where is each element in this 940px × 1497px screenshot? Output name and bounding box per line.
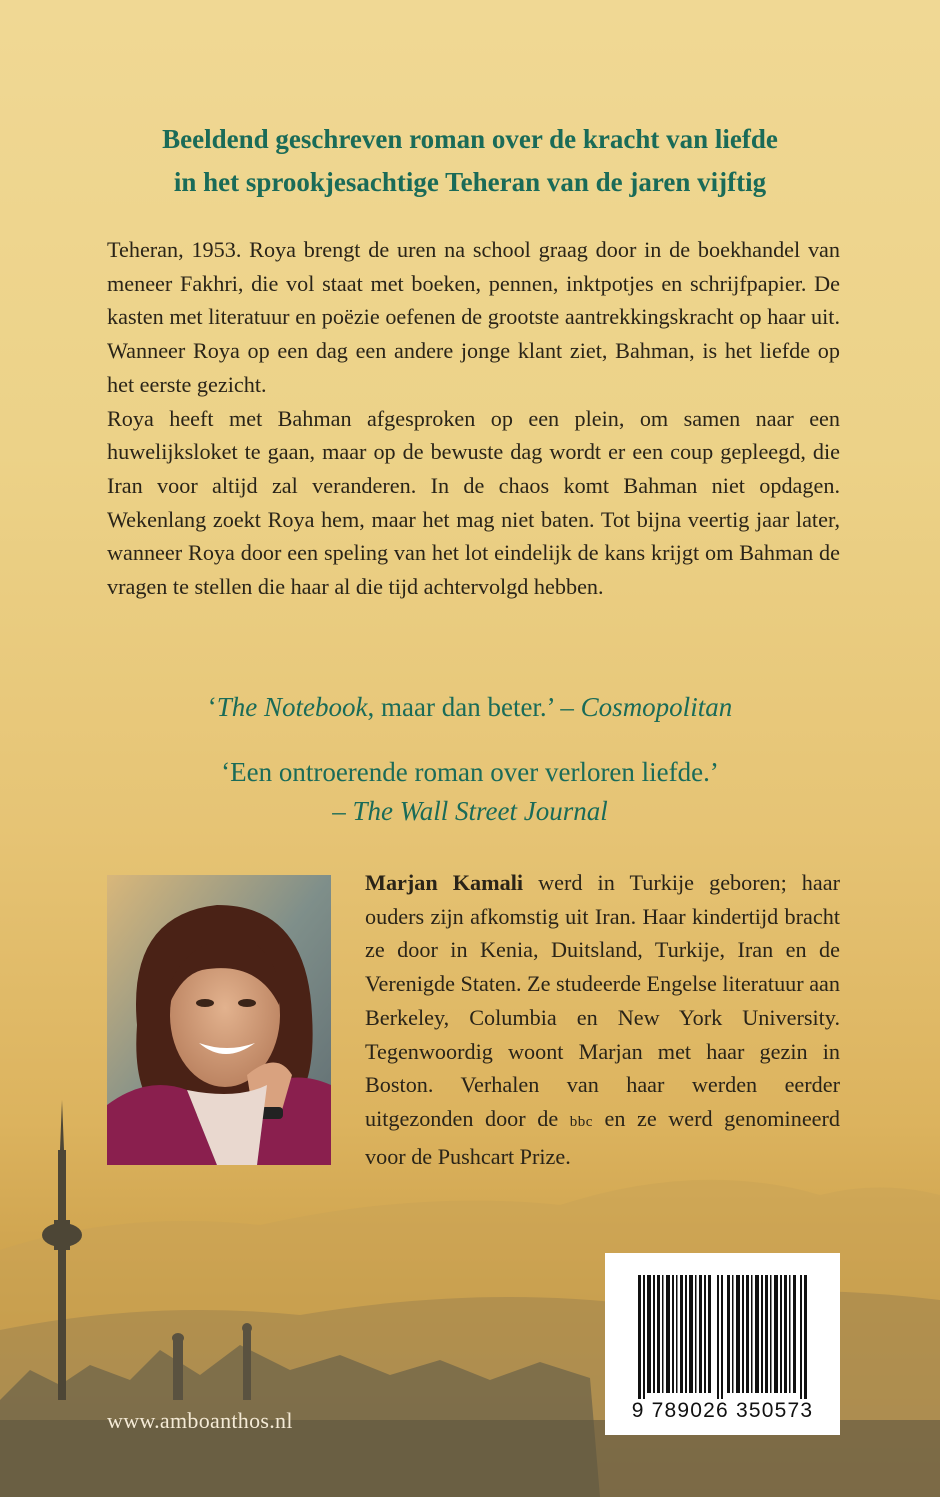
quote-attribution xyxy=(70,792,870,831)
quote-source: The Wall Street Journal xyxy=(352,796,608,826)
tagline-line-2: in het sprookjesachtige Teheran van de jaren vijftig xyxy=(173,167,767,197)
quote-source: Cosmopolitan xyxy=(580,692,733,722)
blurb xyxy=(107,233,840,604)
publisher-website[interactable]: www.amboanthos.nl xyxy=(107,1408,293,1433)
tagline-line-1: Beeldend geschreven roman over de kracht van liefde xyxy=(162,124,778,154)
tagline xyxy=(70,118,870,204)
blurb-paragraph-2: Roya heeft met Bahman afgesproken op een plein, om samen naar een huwelijksloket te gaan, maar op de bewuste dag wordt er een coup gepleegd, die Iran voor altijd zal veranderen. In de chaos komt Bahman niet opdagen. Wekenlang zoekt Roya hem, maar het mag niet baten. Tot bijna veertig jaar later, wanneer Roya door een speling van het lot eindelijk de kans krijgt om Bahman de vragen te stellen die haar al die tijd achtervolgd hebben. xyxy=(107,405,840,600)
quote-open-mark: ‘ xyxy=(207,692,217,722)
bio-bbc: bbc xyxy=(569,1113,593,1130)
bio-text-part-2: en ze werd genomineerd voor de Pushcart Prize. xyxy=(365,1105,840,1169)
blurb-paragraph-1: Teheran, 1953. Roya brengt de uren na school graag door in de boekhandel van meneer Fakhri, die vol staat met boeken, pennen, inktpotjes en schrijfpapier. De kasten met literatuur en poëzie oefenen de grootste aantrekkingskracht op haar uit. Wanneer Roya op een dag een andere jonge klant ziet, Bahman, is het liefde op het eerste gezicht. xyxy=(107,237,840,397)
barcode xyxy=(605,1253,840,1435)
author-name: Marjan Kamali xyxy=(365,870,524,895)
review-quote-wsj xyxy=(70,753,870,831)
quote-text: , maar dan beter.’ – xyxy=(367,692,581,722)
barcode-digits: 9 789026 350573 xyxy=(631,1399,814,1422)
quote-book-title: The Notebook xyxy=(216,692,368,722)
review-quote-cosmopolitan xyxy=(70,688,870,727)
quote-dash: – xyxy=(332,796,353,826)
barcode-bars xyxy=(605,1253,840,1403)
quote-text: ‘Een ontroerende roman over verloren liefde.’ xyxy=(221,757,719,787)
bio-text-part-1: werd in Turkije geboren; haar ouders zijn afkomstig uit Iran. Haar kindertijd bracht ze door in Kenia, Duitsland, Turkije, Iran en de Verenigde Staten. Ze studeerde Engelse literatuur aan Berkeley, Columbia en New York University. Tegenwoordig woont Marjan met haar gezin in Boston. Verhalen van haar werden eerder uitgezonden door de xyxy=(365,870,840,1131)
